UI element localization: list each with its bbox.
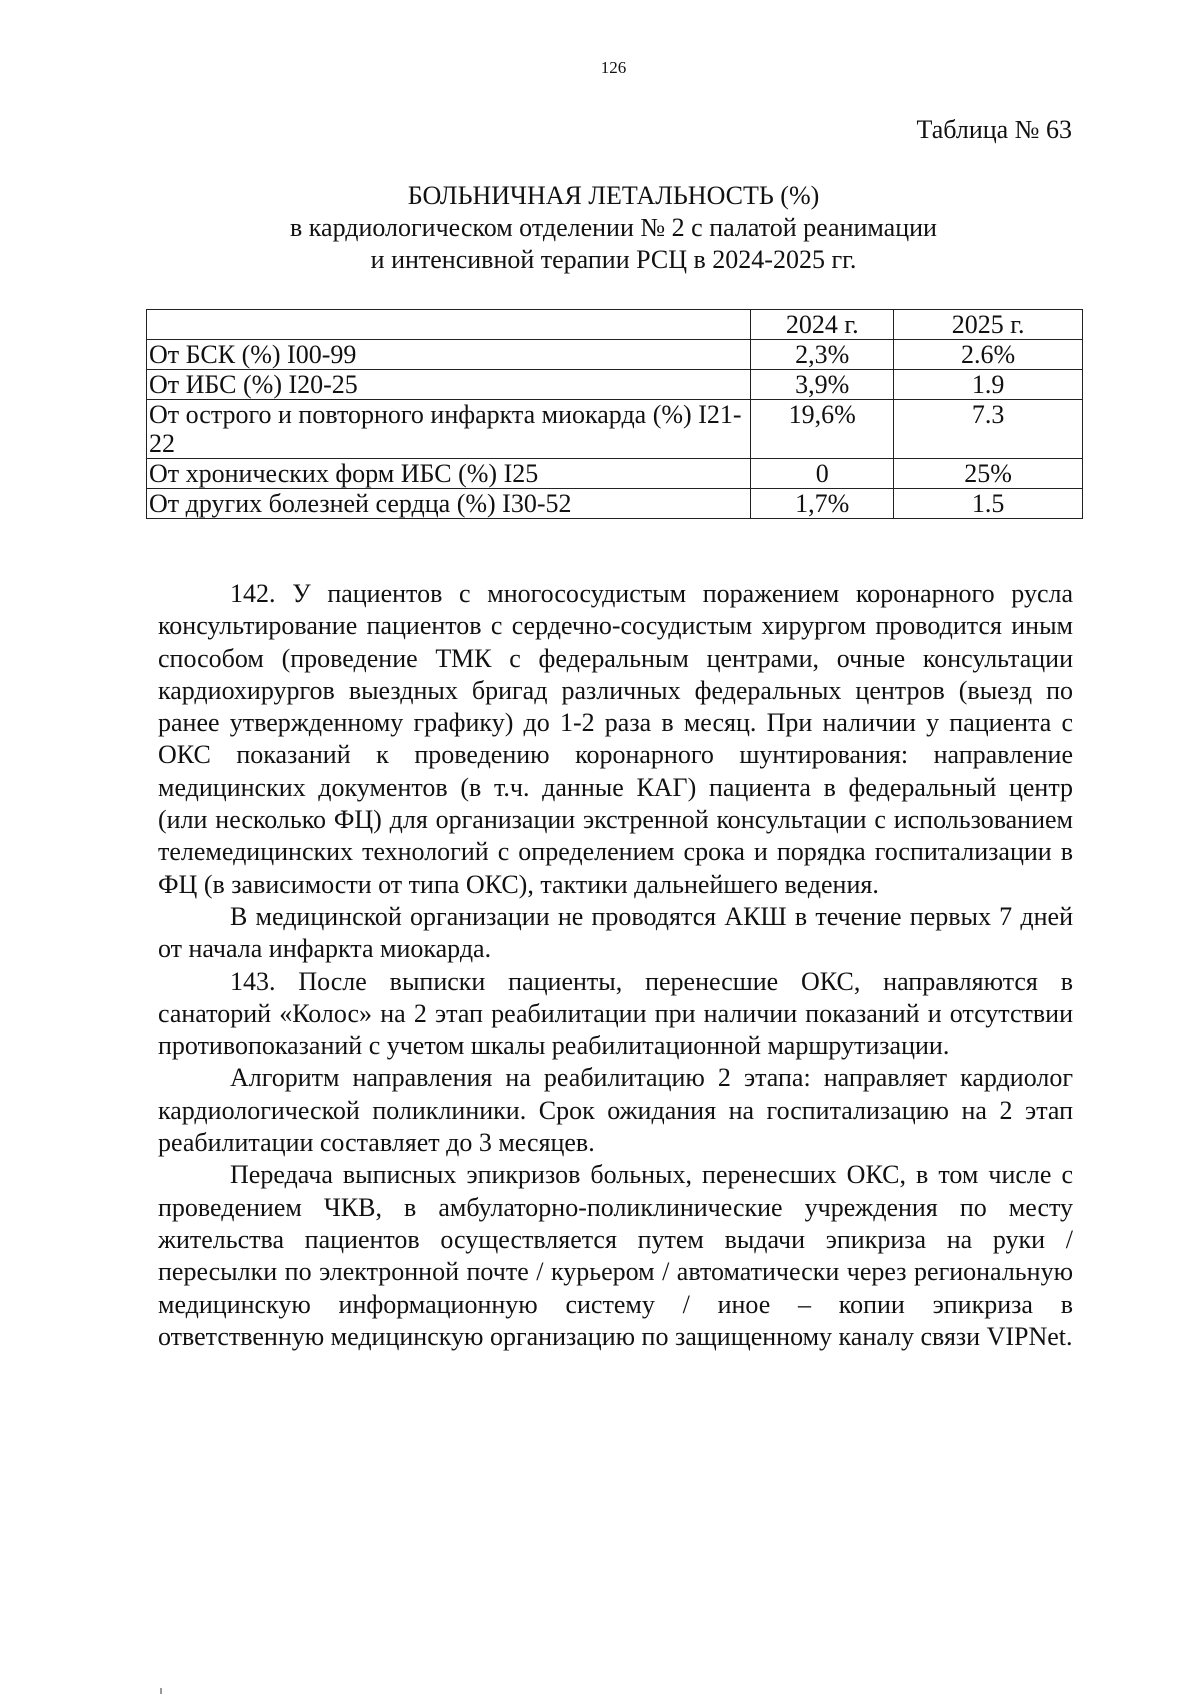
value-2024: 1,7% — [751, 489, 894, 519]
value-2024: 2,3% — [751, 340, 894, 370]
paragraph-epicrisis-transfer: Передача выписных эпикризов больных, перенесших ОКС, в том числе с проведением ЧКВ, в амбулаторно-поликлинические учреждения по месту жительства пациентов осуществляется путем выдачи эпикриза на руки / пересылки по электронной почте / курьером / автоматически через региональную медицинскую информационную систему / иное – копии эпикриза в ответственную медицинскую организацию по защищенному каналу связи VIPNet. — [158, 1160, 1073, 1351]
document-title — [0, 180, 1200, 276]
title-line-3: и интенсивной терапии РСЦ в 2024-2025 гг. — [370, 245, 857, 274]
value-2025: 2.6% — [894, 340, 1083, 370]
title-line-1: БОЛЬНИЧНАЯ ЛЕТАЛЬНОСТЬ (%) — [407, 181, 820, 210]
value-2024: 0 — [751, 459, 894, 489]
value-2025: 1.5 — [894, 489, 1083, 519]
table-row — [147, 459, 1083, 489]
header-cell-empty — [147, 310, 751, 340]
paragraph-142: 142. У пациентов с многососудистым поражением коронарного русла консультирование пациентов с сердечно-сосудистым хирургом проводится иным способом (проведение ТМК с федеральным центрами, очные консультации кардиохирургов выездных бригад различных федеральных центров (выезд по ранее утвержденному графику) до 1-2 раза в месяц. При наличии у пациента с ОКС показаний к проведению коронарного шунтирования: направление медицинских документов (в т.ч. данные КАГ) пациента в федеральный центр (или несколько ФЦ) для организации экстренной консультации с использованием телемедицинских технологий с определением срока и порядка госпитализации в ФЦ (в зависимости от типа ОКС), тактики дальнейшего ведения. — [158, 579, 1073, 899]
table-caption: Таблица № 63 — [916, 115, 1072, 144]
value-2024: 3,9% — [751, 370, 894, 400]
title-line-2: в кардиологическом отделении № 2 с палатой реанимации — [290, 213, 937, 242]
table-row — [147, 489, 1083, 519]
table-header-row — [147, 310, 1083, 340]
page-number: 126 — [600, 58, 627, 77]
value-2025: 1.9 — [894, 370, 1083, 400]
row-label: От ИБС (%) I20-25 — [147, 370, 751, 400]
paragraph-143: 143. После выписки пациенты, перенесшие ОКС, направляются в санаторий «Колос» на 2 этап реабилитации при наличии показаний и отсутствии противопоказаний с учетом шкалы реабилитационной маршрутизации. — [158, 966, 1073, 1061]
paragraph-rehab-algorithm: Алгоритм направления на реабилитацию 2 этапа: направляет кардиолог кардиологической поликлиники. Срок ожидания на госпитализацию на 2 этап реабилитации составляет до 3 месяцев. — [158, 1063, 1073, 1158]
table-row — [147, 400, 1083, 459]
value-2024: 19,6% — [751, 400, 894, 459]
value-2025: 7.3 — [894, 400, 1083, 459]
scan-artifact-mark — [160, 1688, 162, 1694]
paragraph-akш: В медицинской организации не проводятся АКШ в течение первых 7 дней от начала инфаркта миокарда. — [158, 901, 1073, 964]
header-cell-2025: 2025 г. — [894, 310, 1083, 340]
value-2025: 25% — [894, 459, 1083, 489]
mortality-table — [146, 309, 1083, 519]
row-label: От других болезней сердца (%) I30-52 — [147, 489, 751, 519]
row-label: От хронических форм ИБС (%) I25 — [147, 459, 751, 489]
body-text — [158, 578, 1073, 1353]
table-row — [147, 340, 1083, 370]
row-label: От БСК (%) I00-99 — [147, 340, 751, 370]
table-row — [147, 370, 1083, 400]
header-cell-2024: 2024 г. — [751, 310, 894, 340]
row-label: От острого и повторного инфаркта миокарда (%) I21-22 — [147, 400, 751, 459]
